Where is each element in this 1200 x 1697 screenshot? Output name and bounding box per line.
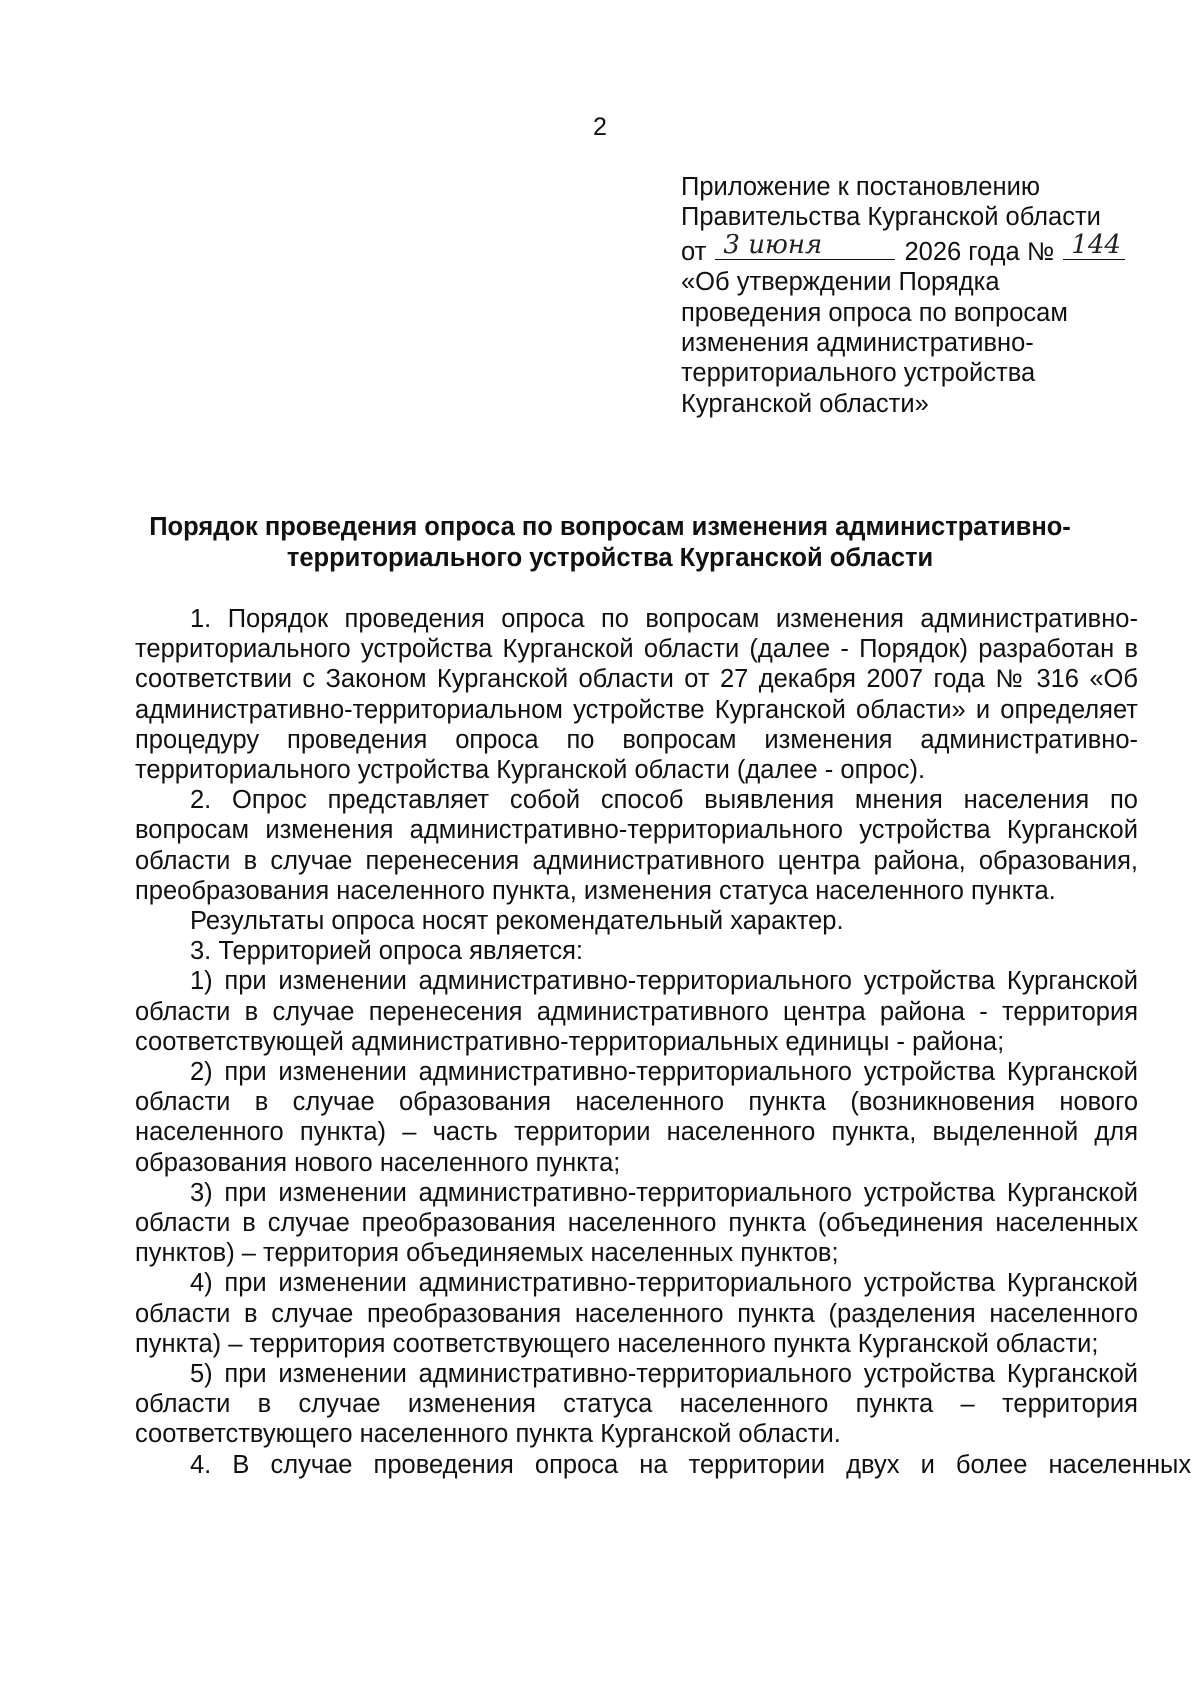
appendix-date-line [681,229,1151,267]
list-item: 1) при изменении административно-территориального устройства Курганской области в случае перенесения административного центра района - территория соответствующей административно-территориальных единицы - района; [135,967,1138,1056]
handwritten-number-field [1063,229,1125,260]
document-title [130,512,1090,573]
list-item: 2) при изменении административно-территориального устройства Курганской области в случае образования населенного пункта (возникновения нового населенного пункта) – часть территории населенного пункта, выделенной для образования нового населенного пункта; [135,1058,1138,1177]
paragraph: 3. Территорией опроса является: [190,937,583,966]
appendix-subject-line: «Об утверждении Порядка [681,268,1000,297]
appendix-subject-line: изменения административно- [681,329,1034,358]
page-number: 2 [593,113,607,141]
appendix-line: Правительства Курганской области [681,203,1101,232]
year-label: 2026 года № [904,237,1055,266]
list-item: 3) при изменении административно-территориального устройства Курганской области в случае преобразования населенного пункта (объединения населенных пунктов) – территория объединяемых населенных пунктов; [135,1178,1138,1268]
paragraph: 4. В случае проведения опроса на территории двух и более населенных [190,1450,1192,1479]
appendix-subject-line: Курганской области» [681,389,929,418]
appendix-subject-line: территориального устройства [681,359,1036,388]
document-title-line: Порядок проведения опроса по вопросам изменения административно- [149,513,1071,541]
appendix-subject-line: проведения опроса по вопросам [681,298,1068,327]
paragraph: Результаты опроса носят рекомендательный характер. [190,907,844,936]
list-item: 4) при изменении административно-территориального устройства Курганской области в случае преобразования населенного пункта (разделения населенного пункта) – территория соответствующего населенного пункта Курганской области; [135,1269,1138,1358]
paragraph: 2. Опрос представляет собой способ выявления мнения населения по вопросам изменения административно-территориального устройства Курганской области в случае перенесения административного центра района, образования, преобразования населенного пункта, изменения статуса населенного пункта. [135,786,1138,905]
paragraph: 1. Порядок проведения опроса по вопросам изменения административно-территориального устройства Курганской области (далее - Порядок) разработан в соответствии с Законом Курганской области от 27 декабря 2007 года № 316 «Об административно-территориальном устройстве Курганской области» и определяет процедуру проведения опроса по вопросам изменения административно-территориального устройства Курганской области (далее - опрос). [135,605,1138,785]
from-label: от [681,237,707,266]
handwritten-date: 3 июня [723,229,823,260]
list-item: 5) при изменении административно-территориального устройства Курганской области в случае изменения статуса населенного пункта – территория соответствующего населенного пункта Курганской области. [135,1360,1138,1449]
handwritten-number: 144 [1071,229,1121,260]
handwritten-date-field [715,229,895,260]
document-title-line: территориального устройства Курганской области [286,543,934,572]
document-body [135,604,1192,1480]
appendix-block [681,172,1151,419]
appendix-line: Приложение к постановлению [681,173,1040,201]
